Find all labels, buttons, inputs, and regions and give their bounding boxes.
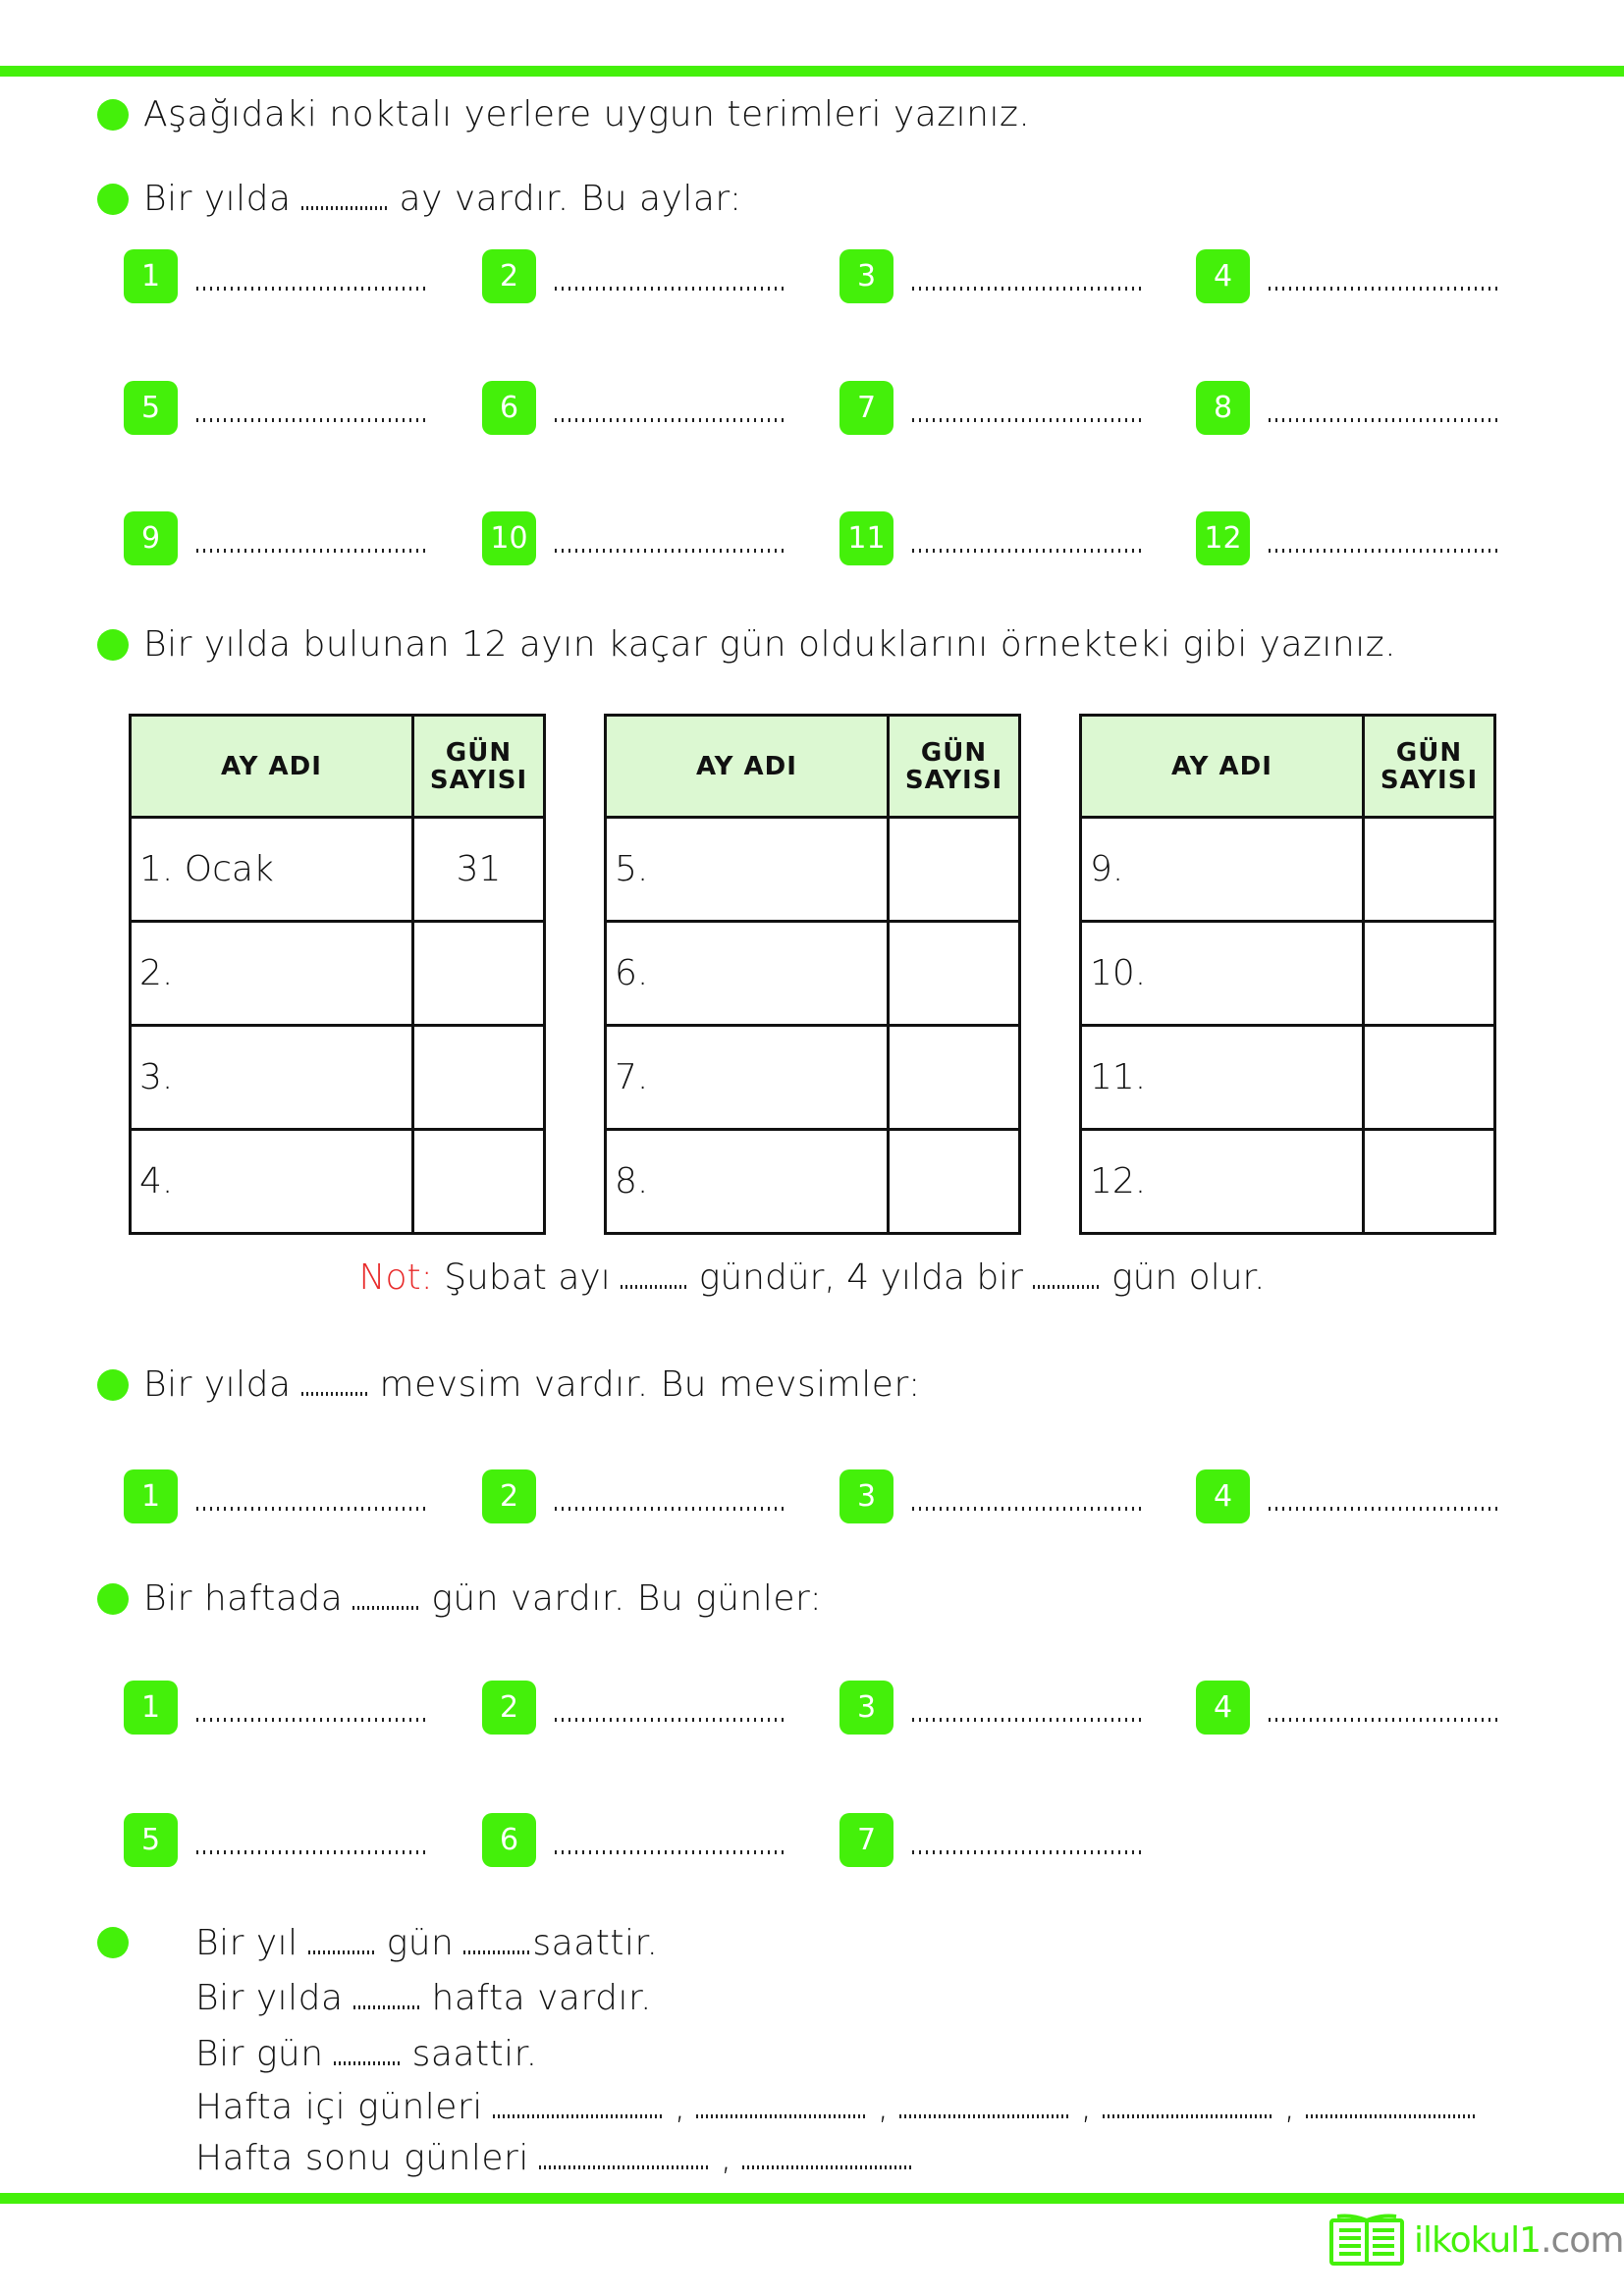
table-row (606, 818, 1020, 922)
bullet-icon (97, 629, 129, 661)
answer-blank-weekday-4[interactable] (1103, 2114, 1274, 2118)
seasons-prefix: Bir yılda (143, 1364, 292, 1405)
intro-instruction: Aşağıdaki noktalı yerlere uygun terimleri yazınız. (143, 94, 1031, 134)
month-answer-blank[interactable] (555, 418, 786, 422)
bullet-icon (97, 1583, 129, 1615)
month-name-cell[interactable]: 9. (1081, 818, 1364, 922)
week-prefix: Bir haftada (143, 1578, 344, 1619)
day-answer-blank[interactable] (196, 1850, 428, 1854)
bullet-icon (97, 1927, 129, 1958)
days-table-instruction: Bir yılda bulunan 12 ayın kaçar gün olduklarını örnekteki gibi yazınız. (143, 624, 1397, 665)
day-number-badge: 6 (482, 1813, 536, 1867)
day-answer-blank[interactable] (1269, 1718, 1500, 1722)
day-count-cell[interactable] (889, 818, 1020, 922)
season-answer-blank[interactable] (912, 1507, 1144, 1511)
text: Hafta içi günleri (195, 2087, 483, 2127)
month-answer-blank[interactable] (555, 549, 786, 553)
day-number-badge: 5 (124, 1813, 178, 1867)
answer-blank-year-hours[interactable] (463, 1950, 532, 1954)
day-count-cell[interactable] (889, 1026, 1020, 1130)
months-suffix: ay vardır. Bu aylar: (399, 179, 742, 219)
month-days-table (129, 714, 546, 1235)
day-count-cell[interactable] (413, 1026, 545, 1130)
month-number-badge: 6 (482, 381, 536, 435)
month-number-badge: 7 (839, 381, 893, 435)
header-month-name: AY ADI (1081, 716, 1364, 818)
text: Bir yılda (195, 1978, 344, 2018)
day-count-cell[interactable] (889, 1130, 1020, 1234)
header-line: GÜN (445, 737, 513, 768)
header-day-count (889, 716, 1020, 818)
table-header-row (1081, 716, 1495, 818)
answer-blank-season-count[interactable] (301, 1392, 370, 1396)
header-line: SAYISI (904, 765, 1003, 795)
site-logo (1327, 2213, 1623, 2268)
day-answer-blank[interactable] (555, 1718, 786, 1722)
month-answer-blank[interactable] (912, 549, 1144, 553)
final-line-1 (195, 1924, 658, 1963)
table-row (1081, 1130, 1495, 1234)
month-answer-blank[interactable] (1269, 418, 1500, 422)
logo-suffix: .com (1541, 2219, 1624, 2261)
table-header-row (131, 716, 545, 818)
answer-blank-weekday-1[interactable] (493, 2114, 665, 2118)
month-number-badge: 11 (839, 511, 893, 565)
day-count-cell[interactable] (889, 922, 1020, 1026)
month-answer-blank[interactable] (912, 287, 1144, 291)
week-suffix: gün vardır. Bu günler: (431, 1578, 823, 1619)
table-row (606, 1026, 1020, 1130)
answer-blank-day-hours[interactable] (334, 2061, 403, 2065)
month-name-cell[interactable]: 7. (606, 1026, 889, 1130)
answer-blank-weekday-5[interactable] (1306, 2114, 1478, 2118)
text: gün (386, 1923, 455, 1963)
day-count-cell[interactable] (1364, 818, 1495, 922)
month-name-cell[interactable]: 10. (1081, 922, 1364, 1026)
day-answer-blank[interactable] (912, 1850, 1144, 1854)
header-month-name: AY ADI (131, 716, 413, 818)
month-name-cell[interactable]: 5. (606, 818, 889, 922)
text: saattir. (532, 1923, 659, 1963)
separator: , (1283, 2087, 1296, 2127)
month-answer-blank[interactable] (912, 418, 1144, 422)
table-row (131, 818, 545, 922)
answer-blank-weekday-2[interactable] (696, 2114, 868, 2118)
season-answer-blank[interactable] (555, 1507, 786, 1511)
month-answer-blank[interactable] (196, 549, 428, 553)
note-part2: gündür, 4 yılda bir (698, 1257, 1023, 1298)
table-row (131, 1130, 545, 1234)
final-line-2 (195, 1979, 652, 2018)
bullet-icon (97, 99, 129, 131)
final-line-3 (195, 2035, 538, 2074)
month-answer-blank[interactable] (196, 287, 428, 291)
month-name-cell[interactable]: 1. Ocak (131, 818, 413, 922)
day-count-cell[interactable] (1364, 1026, 1495, 1130)
header-day-count (1364, 716, 1495, 818)
week-question (143, 1579, 822, 1619)
month-number-badge: 2 (482, 249, 536, 303)
month-name-cell[interactable]: 6. (606, 922, 889, 1026)
text: hafta vardır. (431, 1978, 652, 2018)
final-line-4 (195, 2088, 1488, 2127)
text: Bir yıl (195, 1923, 298, 1963)
seasons-suffix: mevsim vardır. Bu mevsimler: (379, 1364, 921, 1405)
month-answer-blank[interactable] (1269, 287, 1500, 291)
bullet-icon (97, 184, 129, 215)
separator: , (1080, 2087, 1093, 2127)
month-name-cell[interactable]: 11. (1081, 1026, 1364, 1130)
header-line: SAYISI (429, 765, 528, 795)
season-number-badge: 1 (124, 1469, 178, 1523)
table-row (606, 922, 1020, 1026)
month-name-cell[interactable]: 2. (131, 922, 413, 1026)
day-count-cell[interactable]: 31 (413, 818, 545, 922)
months-question (143, 180, 742, 219)
table-row (606, 1130, 1020, 1234)
answer-blank-month-count[interactable] (301, 206, 390, 210)
seasons-question (143, 1365, 921, 1405)
bottom-green-bar (0, 2193, 1624, 2204)
season-number-badge: 3 (839, 1469, 893, 1523)
month-answer-blank[interactable] (196, 418, 428, 422)
season-number-badge: 2 (482, 1469, 536, 1523)
header-month-name: AY ADI (606, 716, 889, 818)
month-number-badge: 8 (1196, 381, 1250, 435)
note-part1: Şubat ayı (444, 1257, 611, 1298)
day-count-cell[interactable] (1364, 922, 1495, 1026)
months-prefix: Bir yılda (143, 179, 292, 219)
separator: , (720, 2138, 732, 2178)
month-name-cell[interactable]: 8. (606, 1130, 889, 1234)
day-answer-blank[interactable] (912, 1718, 1144, 1722)
table-row (131, 1026, 545, 1130)
table-row (1081, 818, 1495, 922)
month-number-badge: 12 (1196, 511, 1250, 565)
season-number-badge: 4 (1196, 1469, 1250, 1523)
day-count-cell[interactable] (1364, 1130, 1495, 1234)
month-number-badge: 10 (482, 511, 536, 565)
month-number-badge: 1 (124, 249, 178, 303)
logo-main: ilkokul1 (1414, 2219, 1542, 2261)
month-answer-blank[interactable] (1269, 549, 1500, 553)
answer-blank-week-day-count[interactable] (352, 1606, 421, 1610)
table-row (1081, 922, 1495, 1026)
season-answer-blank[interactable] (1269, 1507, 1500, 1511)
final-line-5 (195, 2139, 924, 2178)
month-name-cell[interactable]: 12. (1081, 1130, 1364, 1234)
header-line: SAYISI (1380, 765, 1479, 795)
table-row (131, 922, 545, 1026)
day-answer-blank[interactable] (555, 1850, 786, 1854)
day-count-cell[interactable] (413, 1130, 545, 1234)
season-answer-blank[interactable] (196, 1507, 428, 1511)
month-number-badge: 3 (839, 249, 893, 303)
note-part3: gün olur. (1110, 1257, 1266, 1298)
month-number-badge: 9 (124, 511, 178, 565)
day-number-badge: 2 (482, 1681, 536, 1735)
month-days-table (604, 714, 1021, 1235)
text: Bir gün (195, 2034, 324, 2074)
day-number-badge: 1 (124, 1681, 178, 1735)
answer-blank-february-days[interactable] (621, 1285, 689, 1289)
day-number-badge: 3 (839, 1681, 893, 1735)
text: saattir. (411, 2034, 538, 2074)
logo-text (1414, 2220, 1623, 2261)
month-days-table (1079, 714, 1496, 1235)
day-number-badge: 7 (839, 1813, 893, 1867)
day-answer-blank[interactable] (196, 1718, 428, 1722)
day-number-badge: 4 (1196, 1681, 1250, 1735)
text: Hafta sonu günleri (195, 2138, 529, 2178)
header-line: GÜN (1395, 737, 1463, 768)
month-name-cell[interactable]: 4. (131, 1130, 413, 1234)
answer-blank-weekday-3[interactable] (899, 2114, 1071, 2118)
header-day-count (413, 716, 545, 818)
answer-blank-weekend-2[interactable] (742, 2165, 914, 2169)
table-header-row (606, 716, 1020, 818)
separator: , (674, 2087, 686, 2127)
bullet-icon (97, 1369, 129, 1401)
header-line: GÜN (920, 737, 988, 768)
separator: , (877, 2087, 890, 2127)
month-name-cell[interactable]: 3. (131, 1026, 413, 1130)
answer-blank-weekend-1[interactable] (539, 2165, 711, 2169)
month-answer-blank[interactable] (555, 287, 786, 291)
month-number-badge: 5 (124, 381, 178, 435)
table-row (1081, 1026, 1495, 1130)
note-label: Not: (358, 1257, 433, 1298)
answer-blank-leap-days[interactable] (1033, 1285, 1102, 1289)
answer-blank-year-weeks[interactable] (353, 2005, 422, 2009)
answer-blank-year-days[interactable] (308, 1950, 377, 1954)
month-number-badge: 4 (1196, 249, 1250, 303)
top-green-bar (0, 66, 1624, 77)
day-count-cell[interactable] (413, 922, 545, 1026)
february-note (0, 1258, 1624, 1298)
open-book-icon (1327, 2213, 1406, 2268)
